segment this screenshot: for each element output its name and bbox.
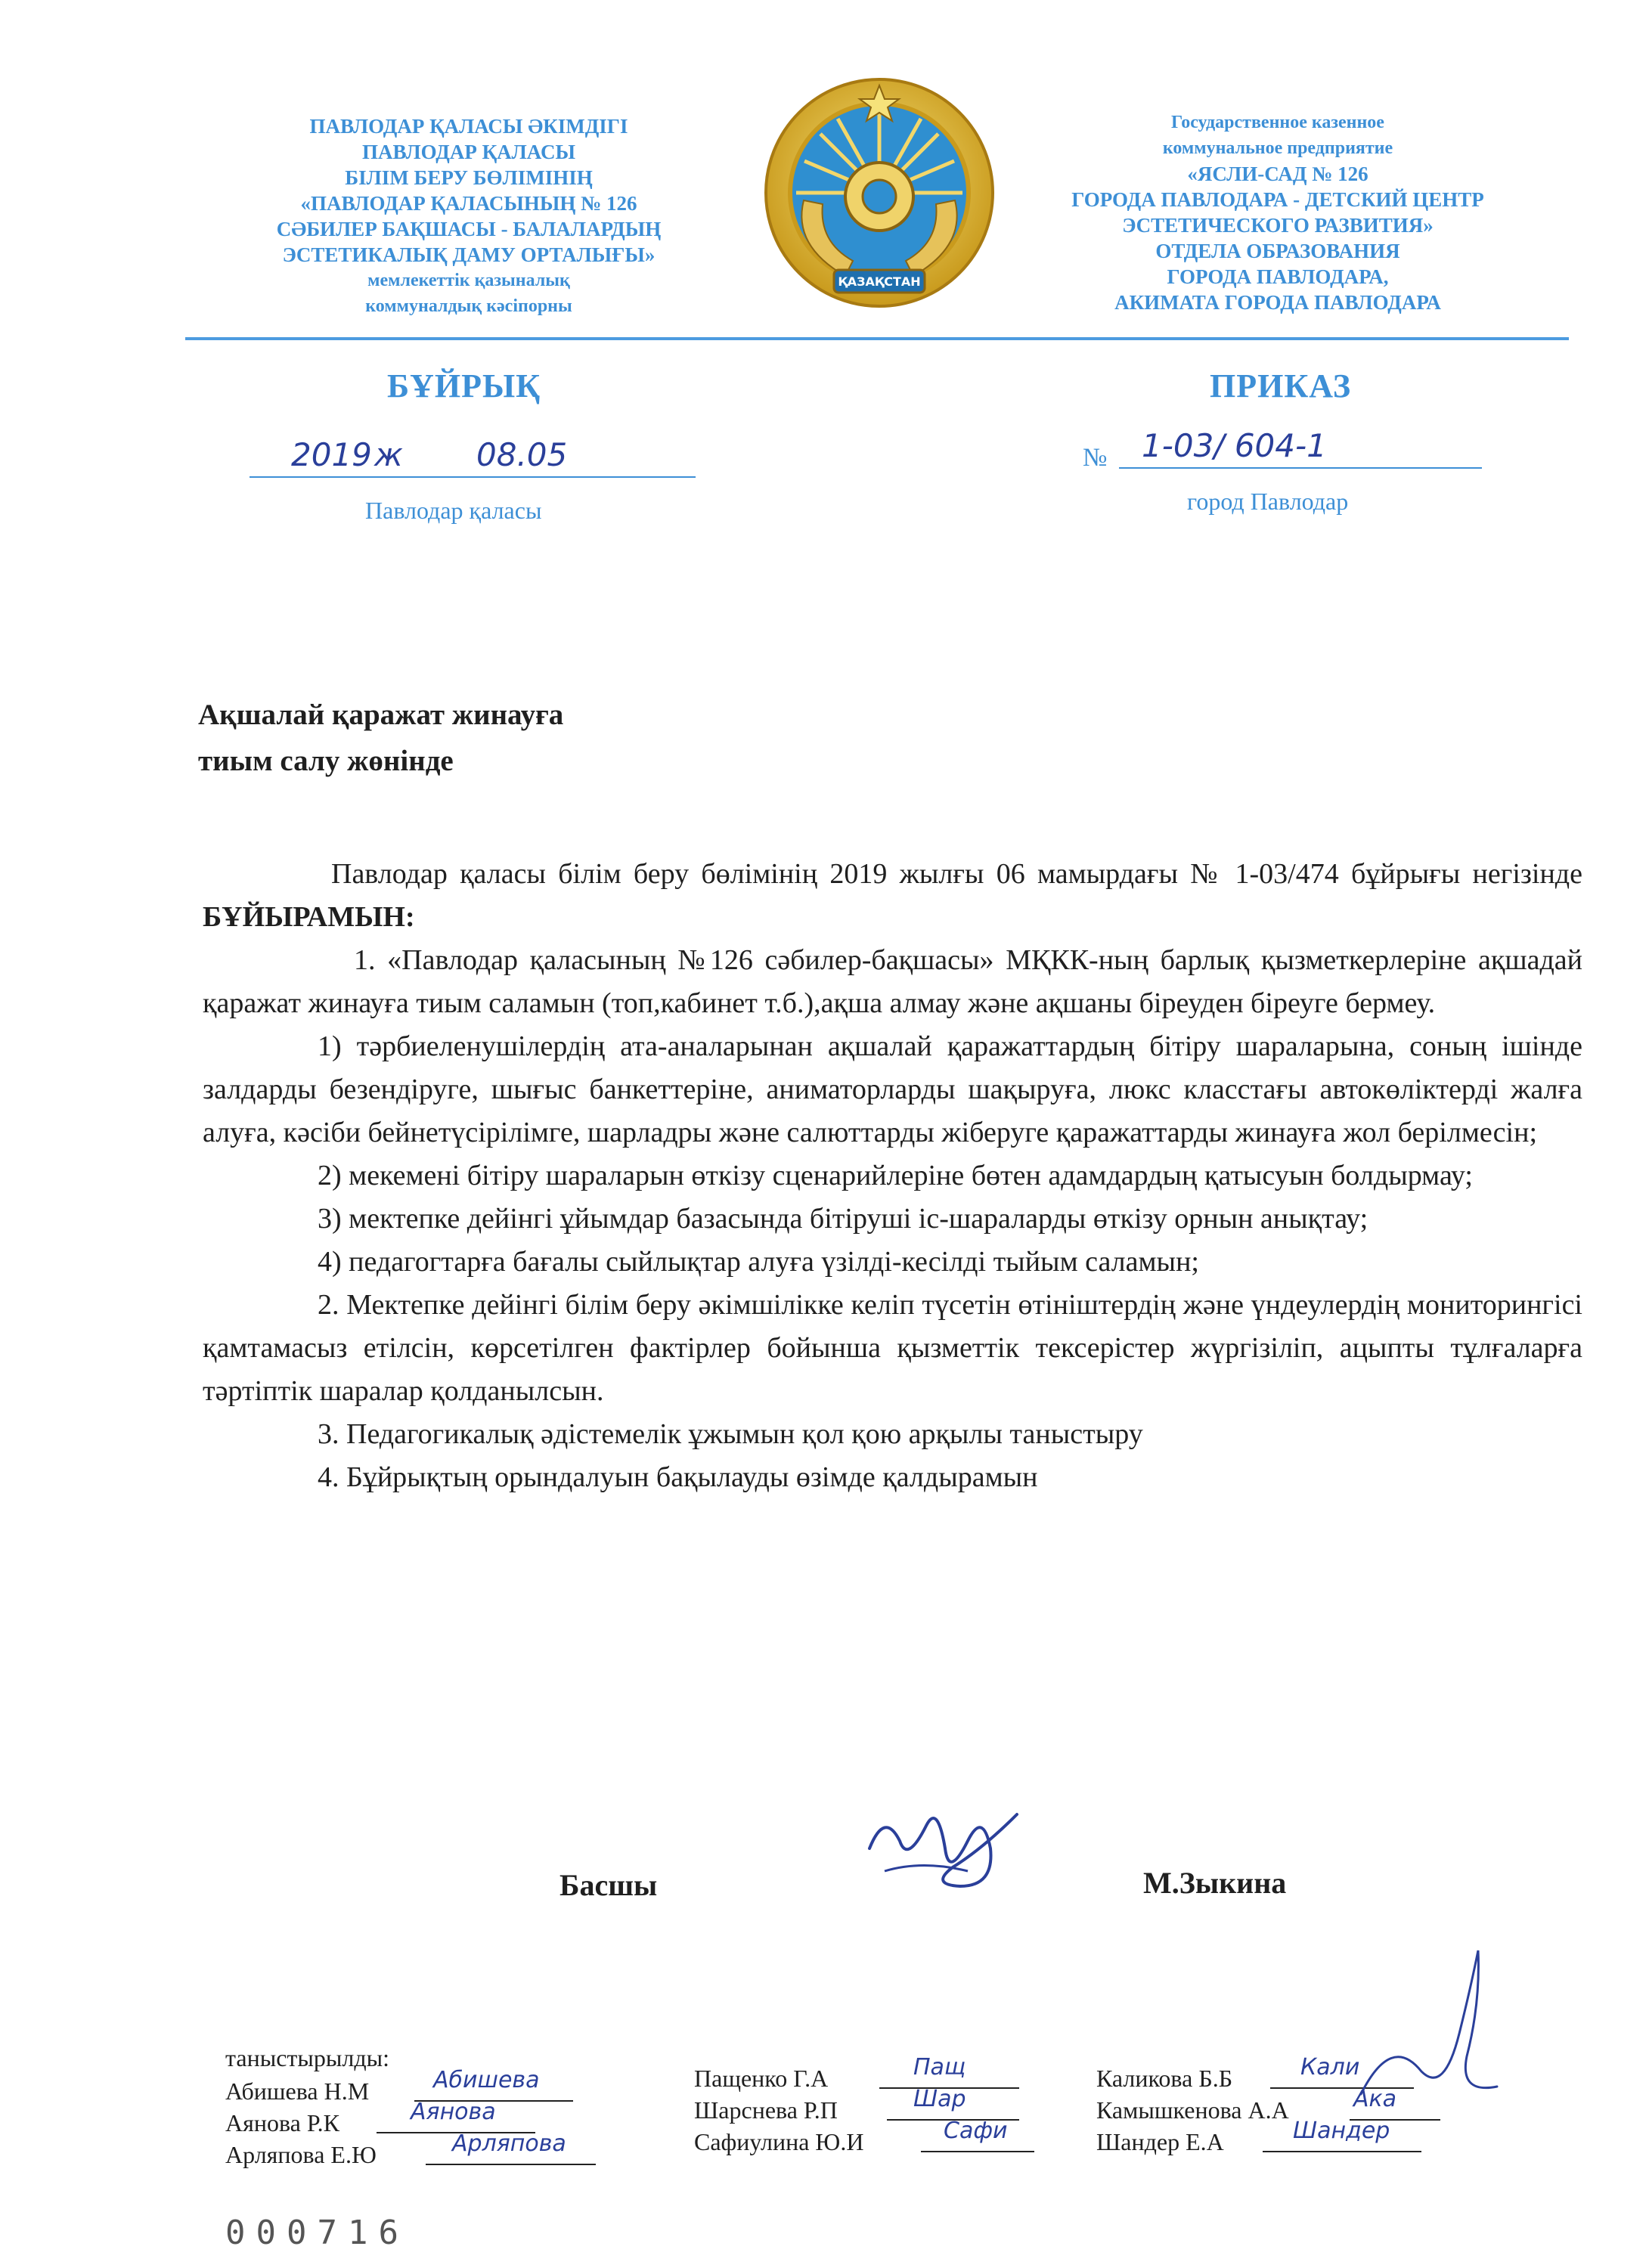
acquainted-name: Абишева Н.М [225,2077,370,2105]
header-ru-line: ЭСТЕТИЧЕСКОГО РАЗВИТИЯ» [1122,214,1434,237]
acquainted-name: Шандер Е.А [1096,2128,1224,2155]
intro-directive: БҰЙЫРАМЫН: [203,901,415,933]
large-signature-icon [1346,1943,1512,2117]
order-number: 1-03/ 604-1 [1142,427,1327,464]
document-serial-number: 000716 [225,2214,409,2252]
header-ru-block [1006,110,1550,315]
order-subitem-1: 1) тәрбиеленушілердің ата-аналарынан ақшалай қаражаттардың бітіру шараларына, соның ішінде залдарды безендіруге, шығыс банкеттеріне, аниматорларды шақыруға, люкс класстағы автокөліктерді жалға алуға, кәсіби бейнетүсірілімге, шарладры және салюттарды жіберуге қаражаттарды жинауға жол берілмесін; [203,1030,1582,1148]
order-date-day: 08.05 [476,436,568,473]
handwritten-signature: Арляпова [452,2130,566,2157]
handwritten-signature: Шандер [1293,2118,1390,2144]
city-kz: Павлодар қаласы [365,497,542,524]
order-date-suffix: ж [374,436,403,473]
intro-paragraph [203,853,1582,939]
acquainted-name: Камышкенова А.А [1096,2096,1289,2124]
acquainted-heading: таныстырылды: [225,2044,390,2071]
handwritten-signature: Кали [1300,2054,1360,2081]
header-ru-line: АКИМАТА ГОРОДА ПАВЛОДАРА [1114,291,1441,314]
handwritten-signature: Шар [913,2086,966,2112]
handwritten-signature: Ака [1353,2086,1397,2112]
title-line-1: Ақшалай қаражат жинауға [198,699,564,731]
header-kz-line: мемлекеттік қазыналық [367,271,570,290]
order-item-4: 4. Бұйрықтың орындалуын бақылауды өзімде қалдырамын [318,1461,1038,1493]
acquainted-name: Аянова Р.К [225,2109,339,2136]
order-item-3: 3. Педагогикалық әдістемелік ұжымын қол қою арқылы таныстыру [318,1418,1143,1450]
acquainted-name: Шарснева Р.П [694,2096,838,2124]
acquainted-name: Арляпова Е.Ю [225,2141,377,2168]
title-line-2: тиым салу жөнінде [198,745,454,777]
signer-name: М.Зыкина [1143,1866,1287,1900]
director-signature-icon [854,1796,1028,1909]
header-kz-line: ЭСТЕТИКАЛЫҚ ДАМУ ОРТАЛЫҒЫ» [282,243,656,266]
order-number-sign: № [1083,444,1108,472]
header-kz-line: СӘБИЛЕР БАҚШАСЫ - БАЛАЛАРДЫҢ [276,218,662,240]
document-title [198,692,563,784]
header-kz-line: ПАВЛОДАР ҚАЛАСЫ ӘКІМДІГІ [309,115,628,138]
acquainted-name: Сафиулина Ю.И [694,2128,864,2155]
header-kz-block [227,113,711,319]
order-title-kz: БҰЙРЫҚ [387,367,541,404]
handwritten-signature: Пащ [913,2054,966,2081]
signer-role: Басшы [559,1868,658,1902]
order-item-2: 2. Мектепке дейінгі білім беру әкімшілікке келіп түсетін өтініштердің және үндеулердің мониторингісі қамтамасыз етілсін, көрсетілген фактірлер бойынша қызметтік тексерістер жүргізіліп, ацыпты тұлғаларға тәртіптік шаралар қолданылсын. [203,1289,1582,1407]
header-ru-line: ГОРОДА ПАВЛОДАРА - ДЕТСКИЙ ЦЕНТР [1071,188,1484,211]
signature-line [921,2151,1034,2152]
order-subitem-2: 2) мекемені бітіру шараларын өткізу сценарийлеріне бөтен адамдардың қатысуын болдырмау; [318,1160,1473,1191]
header-kz-line: коммуналдық кәсіпорны [365,296,572,316]
header-ru-line: коммунальное предприятие [1162,138,1393,158]
number-underline [1119,467,1482,469]
handwritten-signature: Абишева [433,2067,540,2093]
header-divider [185,337,1569,340]
emblem-label: ҚАЗАҚСТАН [838,274,921,289]
handwritten-signature: Сафи [944,2118,1008,2144]
acquainted-name: Пащенко Г.А [694,2065,829,2092]
order-subitem-3: 3) мектепке дейінгі ұйымдар базасында бітіруші іс-шараларды өткізу орнын анықтау; [318,1203,1368,1235]
intro-text: Павлодар қаласы білім беру бөлімінің 2019 жылғы 06 мамырдағы № 1-03/474 бұйрығы негізінде [331,858,1582,890]
acquainted-name: Каликова Б.Б [1096,2065,1233,2092]
signature-line [426,2164,596,2165]
header-kz-line: ПАВЛОДАР ҚАЛАСЫ [362,141,575,163]
signature-line [1263,2151,1421,2152]
document-body [203,853,1582,1499]
header-kz-line: БІЛІМ БЕРУ БӨЛІМІНІҢ [345,166,593,189]
state-emblem-icon [762,72,997,321]
order-title-ru: ПРИКАЗ [1210,367,1352,404]
order-date-year: 2019 [291,436,372,473]
header-ru-line: ОТДЕЛА ОБРАЗОВАНИЯ [1155,240,1400,262]
header-kz-line: «ПАВЛОДАР ҚАЛАСЫНЫҢ № 126 [300,192,637,215]
city-ru: город Павлодар [1187,488,1349,515]
header-ru-line: ГОРОДА ПАВЛОДАРА, [1167,265,1389,288]
date-underline [250,476,696,478]
order-subitem-4: 4) педагогтарға бағалы сыйлықтар алуға үзілді-кесілді тыйым саламын; [318,1246,1199,1278]
handwritten-signature: Аянова [411,2099,496,2125]
header-ru-line: Государственное казенное [1171,113,1384,132]
header-ru-line: «ЯСЛИ-САД № 126 [1187,163,1368,185]
order-item-1: 1. «Павлодар қаласының №126 сәбилер-бақшасы» МҚКК-ның барлық қызметкерлеріне ақшадай қаражат жинауға тиым саламын (топ,кабинет т.б.),ақша алмау және ақшаны біреуден біреуге бермеу. [203,944,1582,1019]
